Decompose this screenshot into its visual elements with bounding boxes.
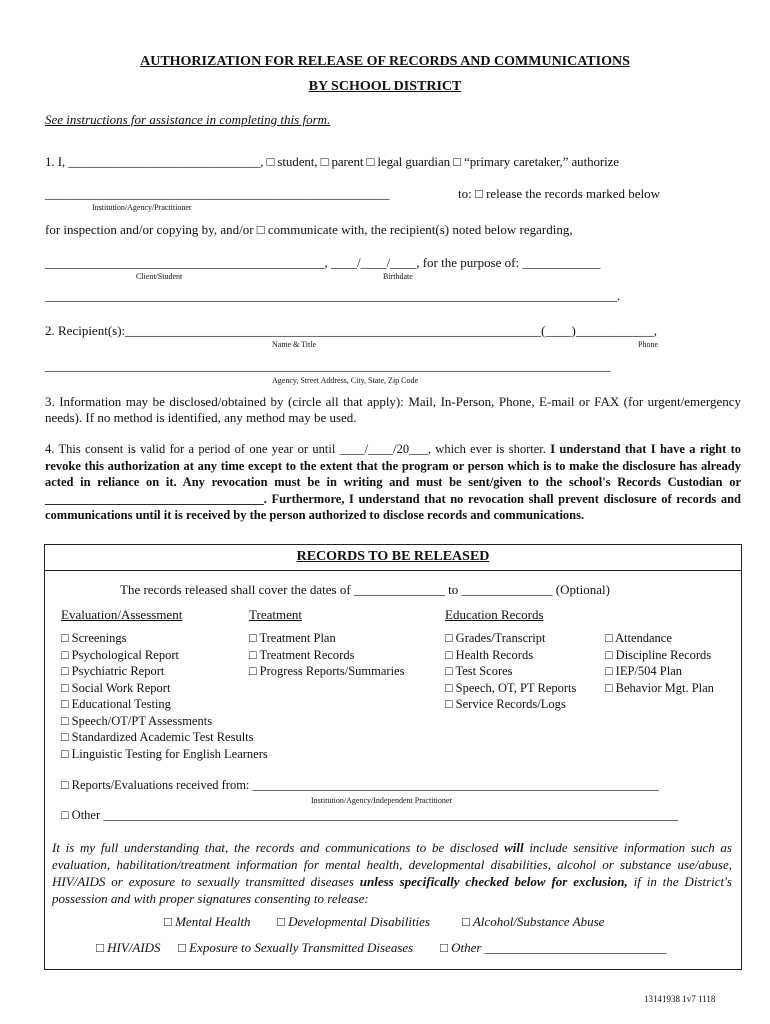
checkbox-speech-ot-pt-reports[interactable]: □ Speech, OT, PT Reports [445, 680, 577, 695]
other-records-list [605, 630, 714, 696]
checkbox-discipline-records[interactable]: □ Discipline Records [605, 647, 712, 662]
checkbox-test-scores[interactable]: □ Test Scores [445, 664, 513, 678]
checkbox-attendance[interactable]: □ Attendance [605, 631, 672, 645]
section3-method-text: 3. Information may be disclosed/obtained by (circle all that apply): Mail, In-Person, Phone, E-mail or FAX (for urgent/emergency needs). If no method is identified, any method may be used. [45, 394, 741, 425]
col-header-evaluation: Evaluation/Assessment [61, 607, 183, 622]
exclude-developmental-disabilities[interactable]: □ Developmental Disabilities [277, 914, 430, 929]
checkbox-behavior-plan[interactable]: □ Behavior Mgt. Plan [605, 680, 714, 695]
checkbox-educational-testing[interactable]: □ Educational Testing [61, 697, 171, 711]
checkbox-psychiatric-report[interactable]: □ Psychiatric Report [61, 664, 165, 678]
records-box [44, 544, 742, 970]
treatment-list [249, 630, 404, 680]
section2-recipient-line[interactable]: 2. Recipient(s):________________________________________________________________(____)____________, [45, 323, 658, 338]
records-heading: RECORDS TO BE RELEASED [296, 549, 490, 564]
caption-client: Client/Student [136, 272, 183, 281]
caption-birthdate: Birthdate [383, 272, 413, 281]
checkbox-linguistic-testing[interactable]: □ Linguistic Testing for English Learners [61, 746, 268, 761]
section4-consent-text [45, 441, 741, 524]
records-heading-divider [45, 570, 741, 571]
form-footer-code: 13141938 1v7 1118 [644, 994, 716, 1004]
exclude-alcohol-substance[interactable]: □ Alcohol/Substance Abuse [462, 914, 605, 929]
col-header-treatment: Treatment [249, 607, 302, 622]
exclude-hiv-aids[interactable]: □ HIV/AIDS [96, 940, 161, 955]
evaluation-list [61, 630, 268, 762]
form-title-line2: BY SCHOOL DISTRICT [308, 79, 462, 94]
section1-institution-blank[interactable]: _____________________________________________________ [45, 186, 390, 201]
checkbox-progress-reports[interactable]: □ Progress Reports/Summaries [249, 664, 405, 678]
reports-received-line[interactable]: □ Reports/Evaluations received from: _________________________________________________________________ [61, 778, 659, 792]
section2-address-line[interactable]: _______________________________________________________________________________________ [45, 358, 611, 373]
checkbox-social-work-report[interactable]: □ Social Work Report [61, 680, 171, 695]
checkbox-psychological-report[interactable]: □ Psychological Report [61, 647, 179, 662]
statement-part-c: if in the District's possession and with proper signatures consenting to release: [52, 874, 732, 906]
sensitive-info-statement [52, 839, 732, 907]
caption-address: Agency, Street Address, City, State, Zip Code [272, 376, 419, 385]
checkbox-speech-ot-pt-assessments[interactable]: □ Speech/OT/PT Assessments [61, 713, 213, 728]
section1-release-option: to: □ release the records marked below [458, 186, 661, 201]
section1-purpose-line[interactable]: ________________________________________________________________________________________. [45, 288, 621, 303]
checkbox-treatment-plan[interactable]: □ Treatment Plan [249, 631, 336, 645]
education-list [445, 630, 576, 713]
section4-plain-text: 4. This consent is valid for a period of one year or until ____/____/20___, which ever is shorter. [45, 442, 551, 456]
exclude-other[interactable]: □ Other ____________________________ [440, 940, 667, 955]
col-header-education: Education Records [445, 607, 544, 622]
checkbox-screenings[interactable]: □ Screenings [61, 631, 127, 645]
caption-name-title: Name & Title [272, 340, 317, 349]
section1-line3: for inspection and/or copying by, and/or □ communicate with, the recipient(s) noted below regarding, [45, 222, 573, 237]
exclude-std-exposure[interactable]: □ Exposure to Sexually Transmitted Diseases [178, 940, 414, 955]
section1-line1: 1. I, ______________________________, □ student, □ parent □ legal guardian □ “primary caretaker,” authorize [45, 154, 619, 169]
form-title-line1: AUTHORIZATION FOR RELEASE OF RECORDS AND COMMUNICATIONS [140, 54, 630, 69]
checkbox-service-records[interactable]: □ Service Records/Logs [445, 697, 566, 711]
records-dates-line[interactable]: The records released shall cover the dates of ______________ to ______________ (Optional) [120, 582, 610, 597]
caption-phone: Phone [638, 340, 658, 349]
section4-bold-text: I understand that I have a right to revoke this authorization at any time except to the extent that the program or person which is to make the disclosure has already acted in reliance on it. Any revocation must be in writing and must be sent/given to the school's Records Custodian or ___________________________________. Furthermore, I understand that no revocation shall prevent disclosure of records and communications until it is received by the person authorized to disclose records and communications. [45, 442, 742, 523]
checkbox-grades-transcript[interactable]: □ Grades/Transcript [445, 631, 546, 645]
caption-institution: Institution/Agency/Practitioner [92, 203, 192, 212]
statement-will: will [504, 840, 524, 855]
checkbox-treatment-records[interactable]: □ Treatment Records [249, 647, 355, 662]
checkbox-iep-504-plan[interactable]: □ IEP/504 Plan [605, 664, 682, 678]
other-records-line[interactable]: □ Other ____________________________________________________________________________________________ [61, 808, 679, 822]
caption-independent-practitioner: Institution/Agency/Independent Practitioner [311, 796, 453, 805]
checkbox-standardized-tests[interactable]: □ Standardized Academic Test Results [61, 730, 254, 744]
statement-part-a: It is my full understanding that, the records and communications to be disclosed [52, 840, 505, 855]
checkbox-health-records[interactable]: □ Health Records [445, 647, 534, 662]
statement-part-b: include sensitive information such as evaluation, habilitation/treatment information for mental health, developmental disabilities, alcohol or substance use/abuse, HIV/AIDS or exposure to sexually transmitted diseases [52, 840, 732, 889]
instructions-link[interactable]: See instructions for assistance in completing this form. [45, 112, 331, 127]
exclude-mental-health[interactable]: □ Mental Health [164, 914, 251, 929]
section1-client-line[interactable]: ___________________________________________, ____/____/____, for the purpose of: ____________ [45, 255, 601, 270]
statement-exclusion-bold: unless specifically checked below for exclusion, [359, 874, 628, 889]
